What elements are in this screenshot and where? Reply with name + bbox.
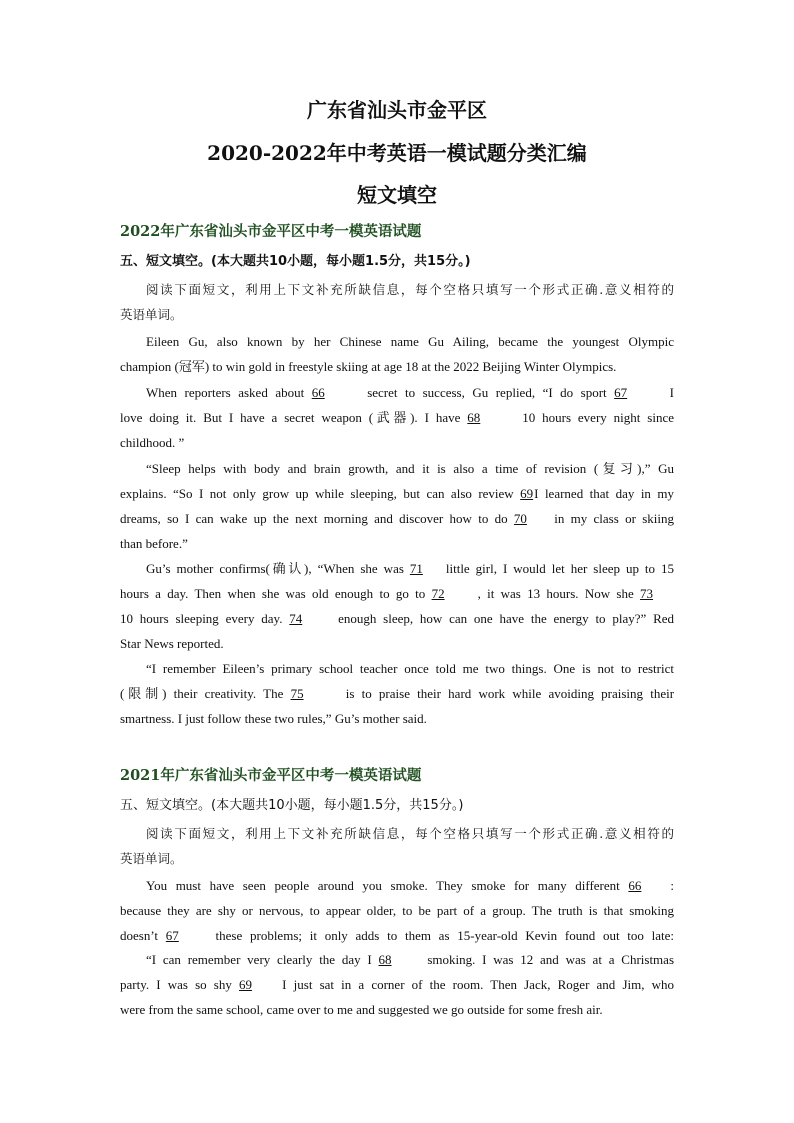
blank-67[interactable]: 67: [614, 385, 628, 400]
blank-74[interactable]: 74: [289, 611, 303, 626]
text-line: (限制) their creativity. The 75 is to praise their hard work while avoiding praising their: [120, 681, 674, 706]
text-line: 10 hours sleeping every day. 74 enough sleep, how can one have the energy to play?” Red: [120, 606, 674, 631]
section-2022-heading: 2022年广东省汕头市金平区中考一模英语试题: [120, 223, 422, 240]
text-line: childhood. ”: [120, 435, 185, 450]
section-2022-instruction: [120, 277, 674, 327]
section-2022-paragraph-2: [120, 380, 674, 455]
instruction-line: 阅读下面短文，利用上下文补充所缺信息，每个空格只填写一个形式正确.意义相符的: [146, 282, 674, 297]
text-line: You must have seen people around you smoke. They smoke for many different 66 :: [120, 873, 674, 898]
blank-73[interactable]: 73: [640, 586, 654, 601]
blank-66[interactable]: 66: [628, 878, 642, 893]
text-line: doesn’t 67 these problems; it only adds to them as 15-year-old Kevin found out too late:: [120, 923, 674, 948]
text-line: “Sleep helps with body and brain growth, and it is also a time of revision (复习),” Gu: [146, 461, 674, 476]
blank-68[interactable]: 68: [467, 410, 481, 425]
title-topic: 短文填空: [357, 183, 437, 207]
text-line: than before.”: [120, 536, 188, 551]
section-2022-paragraph-3: [120, 456, 674, 556]
blank-69[interactable]: 69: [520, 486, 534, 501]
text-line: explains. “So I not only grow up while sleeping, but can also review 69I learned that day in my: [120, 481, 674, 506]
text-line: dreams, so I can wake up the next morning and discover how to do 70 in my class or skiing: [120, 506, 674, 531]
section-2021-paragraph-1: [120, 873, 674, 948]
blank-71[interactable]: 71: [409, 561, 423, 576]
section-2021-instruction: [120, 821, 674, 871]
instruction-line: 英语单词。: [120, 851, 183, 866]
text-line: “I remember Eileen’s primary school teacher once told me two things. One is not to restrict: [146, 661, 674, 676]
text-line: “I can remember very clearly the day I 68 smoking. I was 12 and was at a Christmas: [120, 947, 674, 972]
blank-68[interactable]: 68: [378, 952, 392, 967]
section-2022-paragraph-1: [120, 329, 674, 379]
text-line: love doing it. But I have a secret weapon (武器). I have 68 10 hours every night since: [120, 405, 674, 430]
text-line: champion (冠军) to win gold in freestyle skiing at age 18 at the 2022 Beijing Winter Olympics.: [120, 359, 617, 374]
text-line: When reporters asked about 66 secret to success, Gu replied, “I do sport 67 I: [120, 380, 674, 405]
section-2022-question-title: 五、短文填空。(本大题共10小题，每小题1.5分，共15分。): [120, 254, 471, 269]
text-line: hours a day. Then when she was old enough to go to 72 , it was 13 hours. Now she 73: [120, 581, 674, 606]
text-line: party. I was so shy 69 I just sat in a corner of the room. Then Jack, Roger and Jim, who: [120, 972, 674, 997]
title-subject: 2020-2022年中考英语一模试题分类汇编: [207, 141, 587, 165]
section-2022-paragraph-5: [120, 656, 674, 731]
section-2022-paragraph-4: [120, 556, 674, 656]
text-line: smartness. I just follow these two rules,” Gu’s mother said.: [120, 711, 427, 726]
instruction-line: 英语单词。: [120, 307, 183, 322]
section-2021-heading: 2021年广东省汕头市金平区中考一模英语试题: [120, 767, 422, 784]
blank-69[interactable]: 69: [239, 977, 253, 992]
instruction-line: 阅读下面短文，利用上下文补充所缺信息，每个空格只填写一个形式正确.意义相符的: [146, 826, 674, 841]
title-region: 广东省汕头市金平区: [307, 98, 487, 122]
blank-66[interactable]: 66: [311, 385, 325, 400]
blank-70[interactable]: 70: [513, 511, 527, 526]
text-line: Gu’s mother confirms(确认), “When she was 71 little girl, I would let her sleep up to 15: [120, 556, 674, 581]
section-2021-question-title: 五、短文填空。(本大题共10小题，每小题1.5分，共15分。): [120, 798, 464, 813]
text-line: because they are shy or nervous, to appear older, to be part of a group. The truth is that smoking: [120, 903, 674, 918]
text-line: Star News reported.: [120, 636, 224, 651]
blank-67[interactable]: 67: [165, 928, 179, 943]
blank-72[interactable]: 72: [431, 586, 445, 601]
text-line: Eileen Gu, also known by her Chinese name Gu Ailing, became the youngest Olympic: [146, 334, 674, 349]
text-line: were from the same school, came over to me and suggested we go outside for some fresh air.: [120, 1002, 603, 1017]
blank-75[interactable]: 75: [290, 686, 304, 701]
section-2021-paragraph-2: [120, 947, 674, 1022]
